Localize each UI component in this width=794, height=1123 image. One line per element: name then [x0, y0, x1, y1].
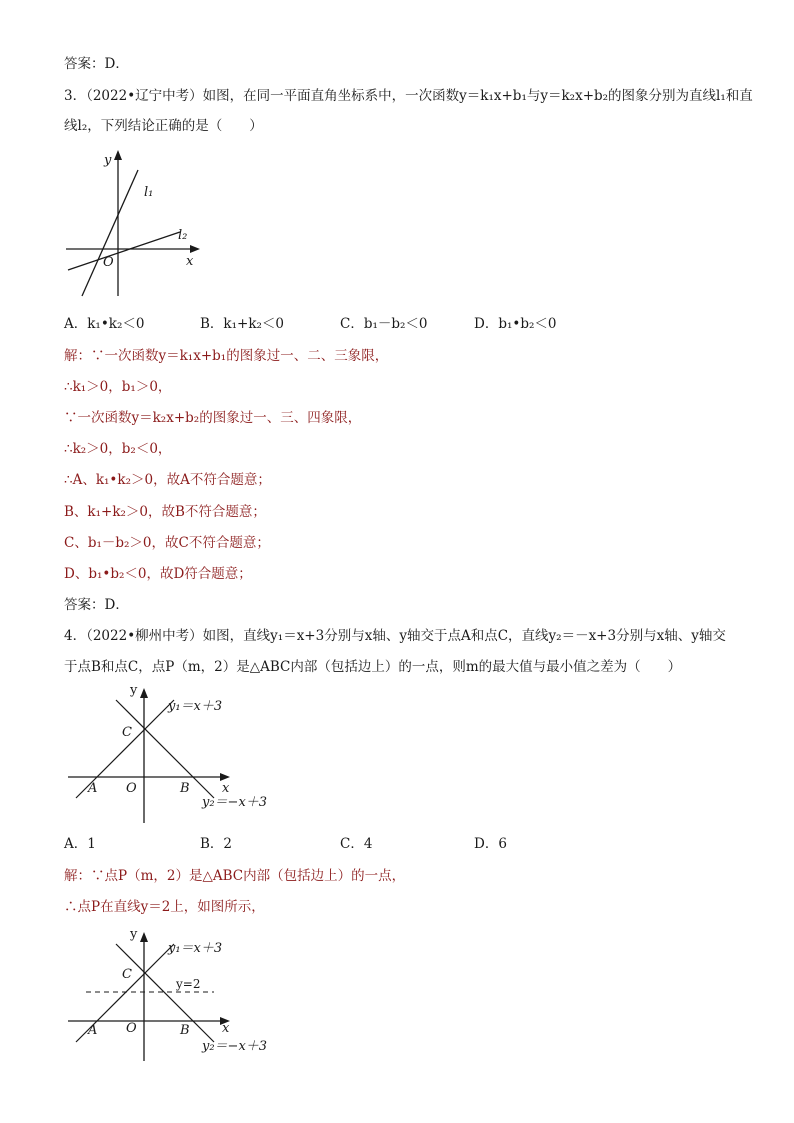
point-c-label: C	[122, 725, 132, 740]
x-axis-label: x	[222, 1021, 230, 1036]
q3-answer: 答案：D．	[64, 597, 129, 613]
q4-options	[64, 834, 704, 854]
origin-label: O	[103, 255, 114, 270]
point-c-label: C	[122, 967, 132, 982]
point-a-label: A	[88, 781, 98, 796]
q3-option-a[interactable]: A．k₁•k₂＜0	[64, 316, 145, 332]
line-l1	[82, 170, 138, 296]
y-axis-label: y	[104, 153, 112, 168]
q3-figure	[60, 146, 210, 302]
q3-solution-3: ∵一次函数y＝k₂x+b₂的图象过一、三、四象限，	[64, 410, 362, 426]
y2-equation-label: y₂＝−x＋3	[202, 1039, 268, 1054]
q3-text-line2: 线l₂，下列结论正确的是（ ）	[64, 118, 263, 134]
point-b-label: B	[180, 1023, 190, 1038]
q4-option-d[interactable]: D．6	[474, 836, 507, 852]
q3-solution-7: C、b₁－b₂＞0，故C不符合题意；	[64, 535, 270, 551]
q4-option-a[interactable]: A．1	[64, 836, 96, 852]
x-axis-label: x	[186, 254, 194, 269]
q3-options	[64, 314, 704, 334]
q3-option-b[interactable]: B．k₁+k₂＜0	[200, 316, 285, 332]
point-b-label: B	[180, 781, 190, 796]
q3-solution-5: ∴A、k₁•k₂＞0，故A不符合题意；	[64, 472, 271, 488]
q3-option-d[interactable]: D．b₁•b₂＜0	[474, 316, 557, 332]
y-axis-arrow	[114, 150, 122, 160]
q4-solution-2: ∴点P在直线y＝2上，如图所示，	[64, 899, 265, 915]
q3-text-line1: 3．（2022•辽宁中考）如图，在同一平面直角坐标系中，一次函数y＝k₁x+b₁与y＝k₂x+b₂的图象分别为直线l₁和直	[64, 88, 753, 104]
y-equals-2-label: y=2	[176, 977, 201, 991]
y1-equation-label: y₁＝x＋3	[168, 699, 223, 714]
q4-text-line1: 4．（2022•柳州中考）如图，直线y₁＝x+3分别与x轴、y轴交于点A和点C，直线y₂＝－x+3分别与x轴、y轴交	[64, 628, 726, 644]
y2-equation-label: y₂＝−x＋3	[202, 795, 268, 810]
origin-label: O	[126, 1021, 137, 1036]
q3-solution-4: ∴k₂＞0，b₂＜0，	[64, 441, 172, 457]
x-axis-arrow	[220, 773, 230, 781]
y-axis-label: y	[130, 927, 138, 942]
q4-text-line2: 于点B和点C，点P（m，2）是△ABC内部（包括边上）的一点，则m的最大值与最小值之差为（ ）	[64, 659, 682, 675]
origin-label: O	[126, 781, 137, 796]
q4-figure	[60, 680, 300, 826]
previous-answer: 答案：D．	[64, 56, 129, 72]
q3-solution-2: ∴k₁＞0，b₁＞0，	[64, 379, 172, 395]
q3-solution-1: 解：∵一次函数y＝k₁x+b₁的图象过一、二、三象限，	[64, 348, 389, 364]
x-axis-label: x	[222, 781, 230, 796]
line-l2	[68, 232, 180, 270]
y-axis-arrow	[140, 688, 148, 698]
y-axis-arrow	[140, 932, 148, 942]
x-axis-arrow	[190, 245, 200, 253]
q3-solution-6: B、k₁+k₂＞0，故B不符合题意；	[64, 504, 266, 520]
l1-label: l₁	[144, 185, 154, 200]
l2-label: l₂	[178, 228, 188, 243]
q3-option-c[interactable]: C．b₁－b₂＜0	[340, 316, 428, 332]
q4-solution-1: 解：∵点P（m，2）是△ABC内部（包括边上）的一点，	[64, 868, 406, 884]
q4-option-b[interactable]: B．2	[200, 836, 233, 852]
q4-solution-figure	[60, 924, 300, 1064]
q3-solution-8: D、b₁•b₂＜0，故D符合题意；	[64, 566, 252, 582]
point-a-label: A	[88, 1023, 98, 1038]
y1-equation-label: y₁＝x＋3	[168, 941, 223, 956]
y-axis-label: y	[130, 683, 138, 698]
q4-option-c[interactable]: C．4	[340, 836, 373, 852]
